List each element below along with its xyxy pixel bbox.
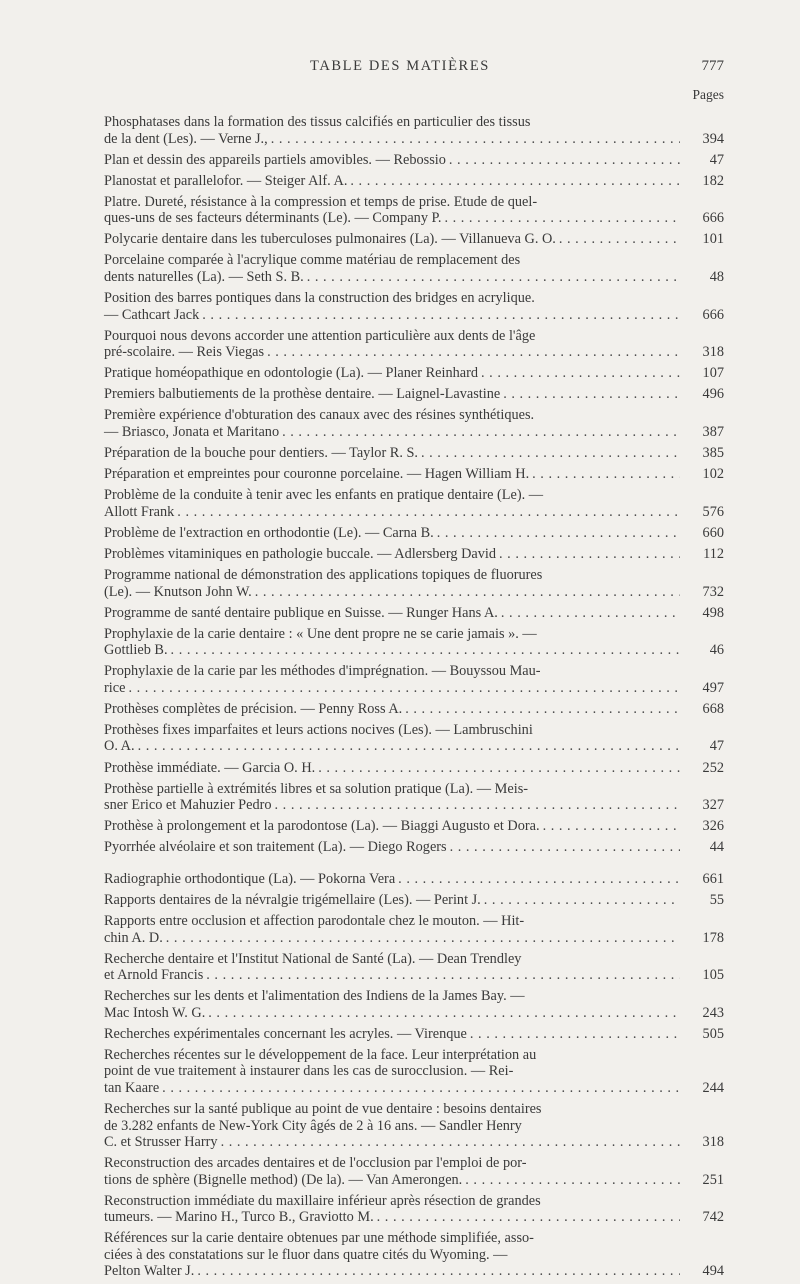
dot-leader (166, 930, 680, 947)
toc-entry (104, 1101, 724, 1151)
dot-leader (499, 546, 680, 563)
toc-group (104, 871, 724, 1280)
dot-leader (206, 967, 680, 984)
entry-page-number: 666 (702, 306, 724, 323)
entry-last-line (104, 584, 724, 601)
entry-last-line (104, 546, 724, 563)
entry-last-line (104, 1263, 724, 1280)
entry-text-line: Prophylaxie de la carie par les méthodes d'imprégnation. — Bouyssou Mau- (104, 663, 541, 680)
entry-page-number: 47 (709, 151, 724, 168)
dot-leader (532, 466, 680, 483)
dot-leader (484, 892, 680, 909)
entry-text-line: Pourquoi nous devons accorder une attention particulière aux dents de l'âge (104, 327, 536, 344)
entry-text-line: Prophylaxie de la carie dentaire : « Une dent propre ne se carie jamais ». — (104, 625, 537, 642)
toc-entry (104, 290, 724, 323)
entry-last-line (104, 738, 724, 755)
toc-entry (104, 781, 724, 814)
entry-page-number: 244 (702, 1079, 724, 1096)
entry-page-number: 48 (709, 268, 724, 285)
table-of-contents (104, 114, 724, 1284)
toc-entry (104, 567, 724, 600)
entry-text-line: Phosphatases dans la formation des tissus calcifiés en particulier des tissus (104, 114, 531, 130)
entry-text-line: Position des barres pontiques dans la construction des bridges en acrylique. (104, 290, 535, 307)
entry-last-line (104, 386, 724, 403)
entry-text-line: Recherches récentes sur le développement de la face. Leur interprétation au (104, 1046, 537, 1063)
entry-page-number: 497 (702, 679, 724, 696)
entry-text-line: Prothèses complètes de précision. — Penny Ross A. (104, 700, 403, 717)
dot-leader (437, 525, 680, 542)
toc-entry (104, 760, 724, 777)
entry-page-number: 505 (702, 1025, 724, 1042)
toc-entry (104, 663, 724, 696)
entry-text-line: Recherche dentaire et l'Institut National de Santé (La). — Dean Trendley (104, 950, 522, 967)
dot-leader (405, 701, 680, 718)
entry-text-line: Reconstruction des arcades dentaires et de l'occlusion par l'emploi de por- (104, 1155, 527, 1172)
entry-last-line (104, 504, 724, 521)
entry-page-number: 178 (702, 929, 724, 946)
entry-page-number: 46 (709, 642, 724, 659)
entry-last-line (104, 892, 724, 909)
entry-text-line: rice (104, 679, 126, 696)
toc-entry (104, 114, 724, 147)
toc-entry (104, 1193, 724, 1226)
entry-last-line (104, 525, 724, 542)
entry-text-line: Problème de l'extraction en orthodontie (Le). — Carna B. (104, 524, 434, 541)
entry-page-number: 660 (702, 524, 724, 541)
toc-entry (104, 1026, 724, 1043)
entry-page-number: 394 (702, 130, 724, 147)
entry-last-line (104, 642, 724, 659)
dot-leader (444, 210, 680, 227)
entry-page-number: 55 (709, 891, 724, 908)
entry-last-line (104, 605, 724, 622)
entry-page-number: 661 (702, 870, 724, 887)
toc-entry (104, 252, 724, 285)
toc-entry (104, 951, 724, 984)
dot-leader (162, 1080, 680, 1097)
entry-text-line: Pelton Walter J. (104, 1263, 195, 1280)
running-title: TABLE DES MATIÈRES (310, 58, 490, 74)
entry-text-line: Pratique homéopathique en odontologie (La). — Planer Reinhard (104, 365, 479, 382)
toc-entry (104, 626, 724, 659)
toc-entry (104, 871, 724, 888)
dot-leader (559, 231, 680, 248)
entry-text-line: Prothèse partielle à extrémités libres et sa solution pratique (La). — Meis- (104, 780, 529, 797)
toc-entry (104, 818, 724, 835)
entry-page-number: 732 (702, 583, 724, 600)
toc-entry (104, 194, 724, 227)
entry-last-line (104, 967, 724, 984)
entry-last-line (104, 1080, 724, 1097)
toc-entry (104, 173, 724, 190)
toc-entry (104, 605, 724, 622)
entry-text-line: de la dent (Les). — Verne J., (104, 130, 268, 147)
dot-leader (543, 818, 680, 835)
dot-leader (282, 424, 680, 441)
entry-text-line: Programme de santé dentaire publique en Suisse. — Runger Hans A. (104, 604, 498, 621)
entry-text-line: Références sur la carie dentaire obtenues par une méthode simplifiée, asso- (104, 1230, 534, 1247)
entry-last-line (104, 818, 724, 835)
entry-last-line (104, 307, 724, 324)
pages-column-label: Pages (692, 87, 724, 102)
toc-entry (104, 386, 724, 403)
entry-last-line (104, 344, 724, 361)
entry-text-line: Gottlieb B. (104, 642, 168, 659)
entry-last-line (104, 365, 724, 382)
dot-leader (197, 1263, 680, 1280)
entry-page-number: 387 (702, 423, 724, 440)
toc-entry (104, 913, 724, 946)
entry-last-line (104, 871, 724, 888)
entry-last-line (104, 680, 724, 697)
entry-page-number: 494 (702, 1263, 724, 1280)
toc-entry (104, 988, 724, 1021)
entry-text-line: Recherches expérimentales concernant les acryles. — Virenque (104, 1025, 467, 1042)
entry-page-number: 44 (709, 839, 724, 856)
entry-page-number: 252 (702, 759, 724, 776)
dot-leader (221, 1134, 680, 1151)
entry-page-number: 105 (702, 967, 724, 984)
entry-text-line: ques-uns de ses facteurs déterminants (Le). — Company P. (104, 210, 442, 227)
toc-entry (104, 892, 724, 909)
entry-text-line: de 3.282 enfants de New-York City âgés de 2 à 16 ans. — Sandler Henry (104, 1117, 522, 1134)
dot-leader (318, 760, 680, 777)
running-head (0, 58, 800, 82)
entry-text-line: point de vue traitement à instaurer dans les cas de surocclusion. — Rei- (104, 1063, 514, 1080)
entry-last-line (104, 760, 724, 777)
entry-text-line: Premiers balbutiements de la prothèse dentaire. — Laignel-Lavastine (104, 386, 501, 403)
entry-text-line: pré-scolaire. — Reis Viegas (104, 344, 265, 361)
entry-text-line: Radiographie orthodontique (La). — Pokorna Vera (104, 870, 396, 887)
entry-text-line: Polycarie dentaire dans les tuberculoses pulmonaires (La). — Villanueva G. O. (104, 231, 556, 248)
toc-entry (104, 1230, 724, 1280)
entry-page-number: 318 (702, 1134, 724, 1150)
entry-text-line: — Briasco, Jonata et Maritano (104, 423, 280, 440)
entry-text-line: (Le). — Knutson John W. (104, 583, 252, 600)
dot-leader (171, 642, 680, 659)
entry-page-number: 498 (702, 604, 724, 621)
dot-leader (138, 738, 680, 755)
entry-text-line: Recherches sur les dents et l'alimentation des Indiens de la James Bay. — (104, 988, 525, 1005)
entry-text-line: Pyorrhée alvéolaire et son traitement (La). — Diego Rogers (104, 839, 447, 856)
entry-page-number: 107 (702, 365, 724, 382)
entry-last-line (104, 1134, 724, 1151)
entry-text-line: tumeurs. — Marino H., Turco B., Graviotto M. (104, 1209, 374, 1226)
dot-leader (470, 1026, 680, 1043)
toc-entry (104, 839, 724, 856)
entry-last-line (104, 173, 724, 190)
entry-page-number: 251 (702, 1171, 724, 1188)
entry-text-line: tions de sphère (Bignelle method) (De la). — Van Amerongen. (104, 1171, 463, 1188)
dot-leader (465, 1172, 680, 1189)
entry-text-line: Première expérience d'obturation des canaux avec des résines synthétiques. (104, 407, 535, 424)
entry-text-line: Problème de la conduite à tenir avec les enfants en pratique dentaire (Le). — (104, 487, 544, 504)
entry-text-line: sner Erico et Mahuzier Pedro (104, 797, 272, 814)
entry-page-number: 496 (702, 386, 724, 403)
entry-page-number: 102 (702, 466, 724, 483)
dot-leader (128, 680, 680, 697)
entry-last-line (104, 1026, 724, 1043)
dot-leader (202, 307, 680, 324)
toc-group (104, 114, 724, 856)
entry-last-line (104, 424, 724, 441)
toc-entry (104, 1047, 724, 1097)
entry-page-number: 101 (702, 231, 724, 248)
toc-entry (104, 466, 724, 483)
dot-leader (271, 131, 680, 148)
entry-text-line: Mac Intosh W. G. (104, 1004, 206, 1021)
entry-last-line (104, 445, 724, 462)
toc-entry (104, 407, 724, 440)
entry-page-number: 326 (702, 818, 724, 835)
dot-leader (503, 386, 680, 403)
entry-last-line (104, 930, 724, 947)
dot-leader (208, 1005, 680, 1022)
entry-page-number: 742 (702, 1209, 724, 1226)
toc-entry (104, 445, 724, 462)
entry-text-line: ciées à des constatations sur le fluor dans quatre cités du Wyoming. — (104, 1246, 508, 1263)
toc-entry (104, 525, 724, 542)
entry-text-line: Prothèse à prolongement et la parodontose (La). — Biaggi Augusto et Dora. (104, 818, 540, 835)
entry-last-line (104, 1005, 724, 1022)
entry-last-line (104, 1209, 724, 1226)
entry-text-line: Problèmes vitaminiques en pathologie buccale. — Adlersberg David (104, 545, 497, 562)
entry-last-line (104, 701, 724, 718)
entry-text-line: dents naturelles (La). — Seth S. B. (104, 268, 304, 285)
entry-text-line: Platre. Dureté, résistance à la compression et temps de prise. Etude de quel- (104, 193, 538, 210)
toc-entry (104, 152, 724, 169)
dot-leader (398, 871, 680, 888)
entry-text-line: Programme national de démonstration des applications topiques de fluorures (104, 567, 543, 583)
dot-leader (501, 605, 680, 622)
entry-text-line: et Arnold Francis (104, 967, 204, 984)
entry-text-line: Préparation de la bouche pour dentiers. — Taylor R. S. (104, 445, 418, 462)
dot-leader (267, 344, 680, 361)
entry-text-line: Planostat et parallelofor. — Steiger Alf. A. (104, 172, 348, 189)
entry-text-line: Reconstruction immédiate du maxillaire inférieur après résection de grandes (104, 1192, 541, 1209)
entry-text-line: tan Kaare (104, 1079, 160, 1096)
entry-last-line (104, 466, 724, 483)
toc-entry (104, 365, 724, 382)
entry-text-line: Prothèse immédiate. — Garcia O. H. (104, 759, 316, 776)
entry-page-number: 318 (702, 344, 724, 361)
entry-text-line: Préparation et empreintes pour couronne porcelaine. — Hagen William H. (104, 466, 530, 483)
entry-last-line (104, 210, 724, 227)
dot-leader (177, 504, 680, 521)
entry-last-line (104, 839, 724, 856)
entry-page-number: 668 (702, 700, 724, 717)
page-number: 777 (701, 58, 724, 74)
toc-entry (104, 722, 724, 755)
toc-entry (104, 546, 724, 563)
toc-entry (104, 1155, 724, 1188)
dot-leader (275, 797, 680, 814)
entry-text-line: Plan et dessin des appareils partiels amovibles. — Rebossio (104, 151, 446, 168)
entry-page-number: 47 (709, 738, 724, 755)
dot-leader (450, 839, 680, 856)
entry-text-line: C. et Strusser Harry (104, 1134, 218, 1150)
entry-last-line (104, 797, 724, 814)
entry-text-line: Porcelaine comparée à l'acrylique comme matériau de remplacement des (104, 252, 521, 269)
dot-leader (377, 1209, 680, 1226)
entry-text-line: Allott Frank (104, 503, 175, 520)
entry-page-number: 112 (703, 545, 724, 562)
entry-page-number: 385 (702, 445, 724, 462)
entry-page-number: 576 (702, 503, 724, 520)
dot-leader (449, 152, 680, 169)
dot-leader (421, 445, 680, 462)
toc-entry (104, 231, 724, 248)
entry-page-number: 327 (702, 797, 724, 814)
entry-page-number: 182 (702, 172, 724, 189)
entry-text-line: — Cathcart Jack (104, 306, 200, 323)
entry-text-line: Rapports dentaires de la névralgie trigémellaire (Les). — Perint J. (104, 891, 481, 908)
toc-entry (104, 487, 724, 520)
entry-page-number: 666 (702, 210, 724, 227)
dot-leader (350, 173, 680, 190)
entry-last-line (104, 131, 724, 148)
entry-last-line (104, 1172, 724, 1189)
entry-last-line (104, 269, 724, 286)
dot-leader (307, 269, 680, 286)
entry-last-line (104, 152, 724, 169)
entry-text-line: chin A. D. (104, 929, 163, 946)
entry-last-line (104, 231, 724, 248)
entry-text-line: Rapports entre occlusion et affection parodontale chez le mouton. — Hit- (104, 913, 525, 930)
toc-entry (104, 328, 724, 361)
entry-text-line: Recherches sur la santé publique au point de vue dentaire : besoins dentaires (104, 1101, 542, 1117)
dot-leader (255, 584, 680, 601)
dot-leader (481, 365, 680, 382)
toc-entry (104, 701, 724, 718)
entry-text-line: O. A. (104, 738, 135, 755)
entry-text-line: Prothèses fixes imparfaites et leurs actions nocives (Les). — Lambruschini (104, 721, 533, 738)
entry-page-number: 243 (702, 1004, 724, 1021)
